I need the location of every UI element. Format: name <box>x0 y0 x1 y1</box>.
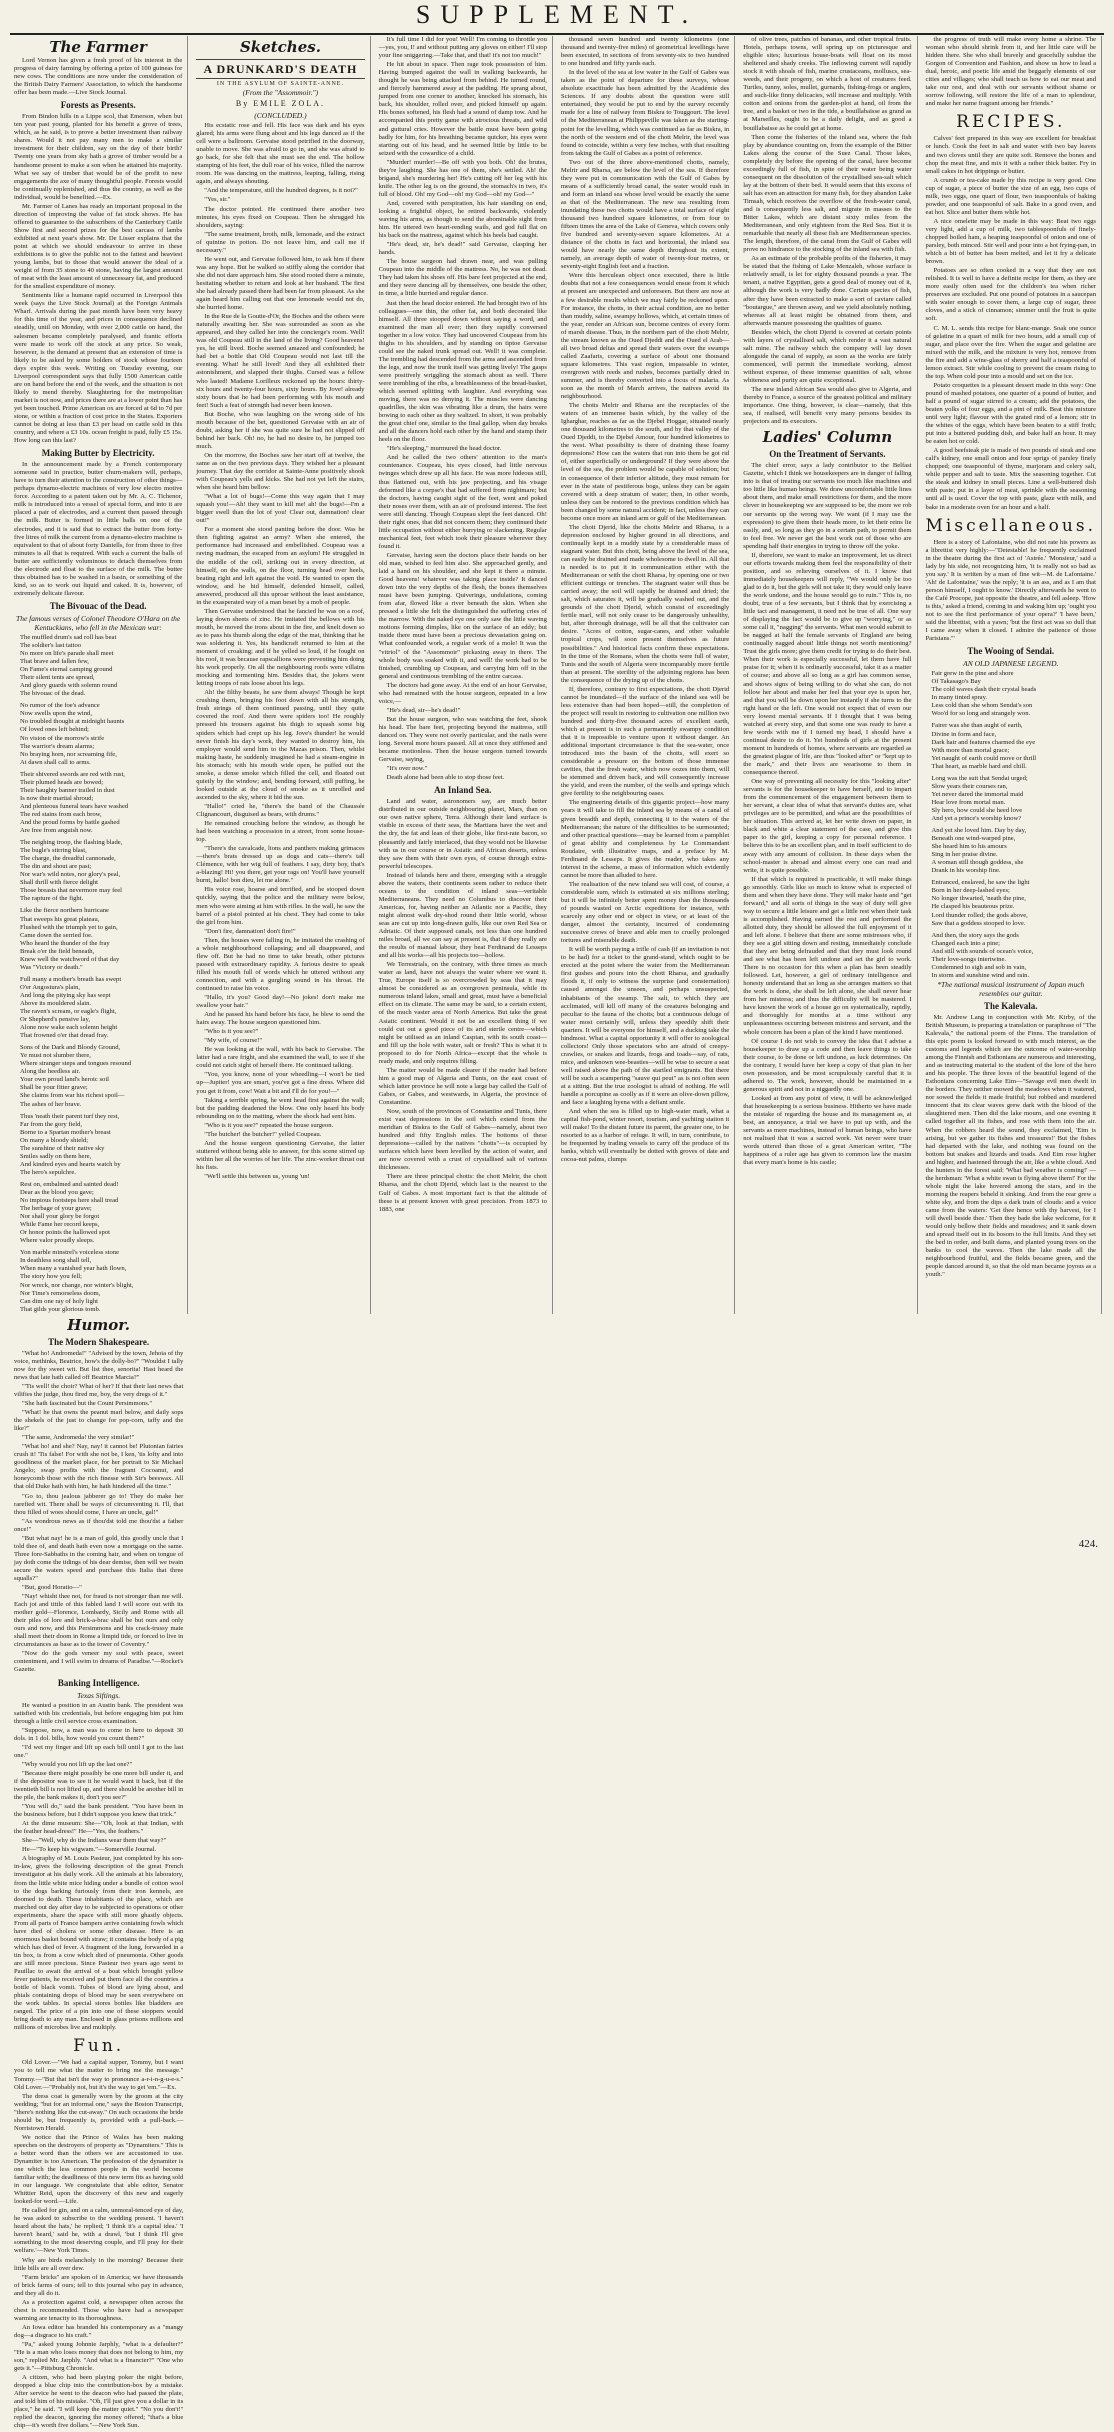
poem-line: On Fame's eternal camping ground <box>20 666 113 674</box>
article-paragraph: His ecstatic rose and fell. His face was dark and his eyes glared; his arms were flung about and his legs danced as if the cell were a ballroom. Gervaise stood petrified in the doorway, unable to move. She was afraid to go in, and she was afraid to go back, for she felt that she must see the end. The hollow stamping of his feet, the dull roar of his voice, filled the narrow room. He was dancing on the mattress, leaping, falling, rising again, and always shouting. <box>196 122 365 186</box>
section-heading: Humor. <box>67 1315 130 1334</box>
poem-line: At dawn shall call to arms. <box>20 758 91 766</box>
poem-line: The sunshine of their native sky <box>20 1144 105 1152</box>
article-paragraph: "You, you know, none of your wheedling—I won't be tied up—Jupiter! you are smart, you've got a fine dress. Where did you get it from, cow! Wait a bit and I'll do for you!—" <box>196 1071 365 1095</box>
article-paragraph: From Bindon hills in a Lippe scol, that Emerson, when but ten year past young, planted for his benefit a grove of trees, which, as he said, is to prove a better investment than railway shares. Would it not pay many men to make a similar investment for their children, say on the day of their birth? Twenty one years from sky hath a grove of timber would be a handsome present to make a son when he attained his majority. What we say of timber that would be of the profit to new engagements the axe of many thoughtful people. Forests would be continually replenished, and thus the country, as well as the individual, would be benefited.—Ex. <box>14 113 183 201</box>
poem-line: And yet she loved him. Day by day, <box>931 827 1027 835</box>
article-paragraph: "Because there might possibly be one more bill under it, and if the depositor was to see it he would want it back, but if the twentieth bill is not lifted up, and there should be another bill in the pile, the bank makes it, don't you see?" <box>14 1769 184 1802</box>
poem-line: Of loved ones left behind; <box>20 726 89 734</box>
poem-line: Above its mouldered slain. <box>20 999 92 1007</box>
article-title: The Bivouac of the Dead. <box>49 600 147 611</box>
poem-line: Break o'er the field beneath, <box>20 947 95 955</box>
poem-line: And plenteous funeral tears have washed <box>20 802 129 810</box>
article-title: On the Treatment of Servants. <box>769 449 886 460</box>
poem-line: Like the fierce northern hurricane <box>20 907 109 915</box>
poem-line: Nor shall your glory be forgot <box>20 1213 100 1221</box>
article-paragraph: "Suppose, now, a man was to come in here to deposit 30 dols. in 1 dol. bills, how would you count them?" <box>14 1726 184 1742</box>
article-paragraph: A citizen, who had been playing poker the night before, dropped a blue chip into the contribution-box by a mistake. After service he went to the deacon who had passed the plate, and told him of his mistake. "Oh, I'll just give you a dollar in its place," he said. "I will keep the matter quiet." "No you don't!" replied the deacon, ignoring the money offered; "that's a blue chip—it's worth five dollars."—New York Sun. <box>14 2374 184 2430</box>
poem-line: Beneath one wind-warped pine, <box>931 835 1016 843</box>
poem-line: Lord thunder rolled; the gods above, <box>931 911 1028 919</box>
article-paragraph: "He's sleeping," murmured the head doctor. <box>386 445 502 453</box>
article-title: Banking Intelligence. <box>57 1677 140 1688</box>
poem-line: Condemned to sigh and sob in vain, <box>931 963 1027 971</box>
article-paragraph: C. M. L. sends this recipe for blanc-mange. Soak one ounce of gelatine in a quart of milk for two hours, add a small cup of sugar, and place over the fire. When the sugar and gelatine are mixed with the milk, and the mixture is very hot, remove from the fire and add a wine-glass of sherry and half a teaspoonful of lemon extract. Stir while cooling to prevent the cream rising to the top. When cold pour into a mould and set on the ice. <box>925 324 1096 380</box>
poem-line: Where stranger steps and tongues resound <box>20 1060 132 1068</box>
poem-line: Divine in form and face, <box>931 730 997 738</box>
article-paragraph: She—"Well, why do the Indians wear them that way?" <box>22 1837 167 1845</box>
article-paragraph: A biography of M. Louis Pasteur, just completed by his son-in-law, gives the following description of the great French investigator at his daily work. All the animals at his laboratory, from the little white mice hiding under a bundle of cotton wool to the dogs barking furiously from their iron kennels, are doomed to death. These inhabitants of the place, which are marched out day after day to be subjected to operations or other experiments, share the space with still more ghastly objects. From all parts of France hampers arrive containing fowls which have died of cholera or some other disease. Here is an enormous basket bound with straw; it contains the body of a pig which has died of fever. A fragment of the lung, forwarded in a tin box, is from a cow which died of pneumonia. Other goods are still more precious. Since Pasteur two years ago went to Pauillac to await the arrival of a boat which brought yellow fever patients, he received and put them face all the countries a bottle of black vomit. Tubes of blood are lying about, and phials containing drops of blood may be seen everywhere on the work tables. In special stores bottles like bladders are ranged. The price of a pin into one of these stoppers would bring death to any man. Enclosed in glass prisons millions and millions of microbes live and multiply. <box>14 1855 184 2032</box>
poem-line: Ye must not slumber there, <box>20 1052 91 1060</box>
poem-line: Sly hero, how could she heed love <box>931 806 1023 814</box>
article-paragraph: "But, good Horatio—" <box>22 1584 82 1592</box>
article-paragraph: Mr. Andrew Lang in conjunction with Mr. Kirby, of the British Museum, is preparing a translation or paraphrase of "The Kalevala," the national poem of the Finns. The translation of this epic poem is looked forward to with much interest, as the customs and legends which are the outcome of water-worship among the Finnish and Esthonians are numerous and interesting, and as instructing material to the student of the lore of the hero and his people. The three loves of the beautiful legend of the Esthonians concerning Lake Eim—"Savage evil men dwelt in the borders. They neither mowed the meadows when it watered, nor sowed the fields it made fruitful; but robbed and murdered innocent that its clear waves grew dark with the blood of the slaughtered men. Then did the lake mourn, and one evening it called together all its fishes, and rose with them into the air. When the robbers heard the sound, they exclaimed, 'Eim is arising, but we gather its fishes and treasures!' But the fishes had departed with the lake, and nothing was found on the bottom but snakes and lizards and toads. And Eim rose higher and higher, and hastened through the air, like a white cloud. And the hunters in the forest said: 'What bad weather is coming!' —the herdsman: 'What a white swan is flying above them!' For the whole night the lake hovered among the stars, and in the morning the reapers beheld it sinking. And from the rear grew a white sky, and from the dips a dark train of clouds: and a voice came from the waters: 'Get thee hence with thy harvest, for I will dwell beside thee.' Then they bade the lake welcome, for it would only bellow their fields and meadows; and it sank down and spread itself out in its bosom to the full limits. And they set the bed in order, and built dams, and planted young trees on the banks to cool the waves. Then the lake made all the neighbourhood fruitful, and the fields became green, and the people danced around it, so that the old man became joyous as a youth." <box>925 1013 1097 1279</box>
poem-line: Dear as the blood you gave; <box>20 1189 94 1196</box>
article-paragraph: "There's the cavalcade, lions and panthers making grimaces—there's brats dressed up as dogs and cats—there's tall Clémence, with her wig full of feathers. I say, dirty boy, that's a-blazing! Hi! you there, get your rags on! You'll have yourself burnt, hallo! bon dieu, let me alone." <box>196 845 365 885</box>
poem-line: The cold waves dash their crystal heads <box>931 686 1037 694</box>
poem-line: Their plumed heads are bowed; <box>20 778 104 786</box>
poem-line: The bivouac of the dead. <box>20 690 86 698</box>
poem-line: Far from the gory field, <box>20 1120 83 1128</box>
section-heading: Miscellaneous. <box>925 515 1096 536</box>
poem-line: While Fame her record keeps, <box>20 1221 100 1229</box>
article-paragraph: If, therefore, we want to make an improvement, let us direct our efforts towards making them feel the responsibility of their position, and so relieving ourselves of it. I know that immediately housekeepers will reply, "We would only be too glad to do it, but the girls will not take it; they would only leave the work undone, and the house would go to ruin." This is, no doubt, true of a few servants, but I think that by exercising a little tact and management, it need not be true of all. One way of displaying the fact would be to give up "worrying," or as some call it, "nagging" the servants. What men would submit to be nagged at half the female servants of England are being continually nagged about! little things not worth mentioning? Trust the girls more; give them credit for trying to do their best. When their work is especially successful, let them have full praise for it; when it is ordinarily successful, take it as a matter of course; and above all so long as a girl has common sense, and shows signs of being willing to do what she can, do not follow her about and make her feel that your eye is upon her, and that you will be down upon her instantly if she turns to the right hand or the left. One would not expect that of even our very lowest menial servants. If I thought that I was being watched at every step, and that some one was ready to have a few words with me if I turned my head, I should have a continual desire to do it. Yet hundreds of girls at the present moment in hundreds of homes, where servants are regarded as the greatest plague of life, are thus "looked after" or "kept up to the mark," and their lives are wearisome to them in consequence thereof. <box>743 551 912 777</box>
article-paragraph: The chott Djerid, like the chotts Melrir and Rharsa, is a depression enclosed by higher ground in all directions, and continually kept in a muddy state by a considerable mass of stagnant water. But this chott, being above the level of the sea, can easily be drained and made wholesome to dwell in. All that is needed is to put it in communication either with the Mediterranean or with the chott Rharsa, by opening one or two efficient cuttings or trenches. The stagnant water will thus be carried away; the soil will rapidly be drained and dried; the salt, which saturates it, will be gradually washed out, and the grounds of the chott Djerid, which consist of exceedingly fertile marl, will not only cease to be dangerously unhealthy, but, after thorough drainage, will be all that the cultivator can desire. "Acres of cotton, sugar-canes, and other valuable tropical crops, will soon present themselves as future possibilities." And historical facts confirm these expectations. In the time of the Romans, when the chotts were full of water, Tunis and the south of Algeria were incomparably more fertile than at present. The sterility of the adjoining regions has been the consequence of the drying up of the chotts. <box>560 523 730 684</box>
poem-line: The muffled drum's sad roll has beat <box>20 633 117 641</box>
article-paragraph: Just then the head doctor entered. He had brought two of his colleagues—one thin, the other fat, and both decorated like himself. All three stooped down without saying a word, and examined the man all over; then they rapidly conversed together in a low voice. They had uncovered Coupeau from his thighs to his shoulders, and by standing on tiptoe Gervaise could see the naked trunk spread out. Well! it was complete. The trembling had descended from the arms and ascended from the legs, and now the trunk itself was getting lively! The gasps were positively wriggling the stomach about as well. There were trembling of the ribs, a breathlessness of the bread-basket, which seemed splitting with laughter. And everything was moving, there was no denying it. The muscles were dancing quadrilles, the skin was vibrating like a drum, the hairs were bowing to each other as they waltzed. In short, it was probably the great chief one, similar to the final gallop, when day breaks and all the dancers hold each other by the hand and stamp their heels on the floor. <box>378 299 547 444</box>
page-number: 424. <box>1078 1538 1098 1550</box>
poem-line: O'er Angostura's plain, <box>20 983 81 991</box>
article-paragraph: "Who is it you see?" <box>204 1028 259 1036</box>
column-6 <box>924 36 1102 1314</box>
poem-line: The raven's scream, or eagle's flight, <box>20 1008 117 1016</box>
article-subtitle: (CONCLUDED.) <box>254 111 307 121</box>
poem-line: Yon marble minstrel's voiceless stone <box>20 1249 120 1257</box>
article-paragraph: For a moment she stood panting before the door. Was he then fighting against an army? When she entered, the performance had increased and embellished. Coupeau was a raving madman, the escaped from an asylum! He struggled in the middle of the cell, striking out in every direction, at himself, on the walls, on the floor, turning head over heels, beating right and left against the void. He wanted to open the window, and he hid himself, defended himself, called, answered, produced all this uproar without the least assistance, in the exasperated way of a man beset by a mob of people. <box>196 526 365 606</box>
masthead: SUPPLEMENT. <box>415 0 699 29</box>
column-5 <box>741 36 917 1314</box>
poem-line: Rest on, embalmed and sainted dead! <box>20 1180 119 1188</box>
story-subtitle: IN THE ASYLUM OF SAINTE-ANNE. <box>216 81 344 87</box>
poem-line: Who heard the thunder of the fray <box>20 939 110 947</box>
article-paragraph: We Terrestrials, on the contrary, with three times as much water as land, have not always the water where we want it. True, Europe itself is so overcrowded by seas that it may almost be considered as an overgrown peninsula, while its numerous inland lakes, small and great, must have a beneficial effect on its climate. The same may be said, to a certain extent, of the much vaster area of North America. But take the great Asiatic continent. Would it not be an excellent thing if we could cut out a good piece of its arid sterile centre—which might be utilised as an inland Caspian, with its south coast—and fill up the hole with water, salt or fresh? This is what it is proposed to do for North Africa—except that the whole is ready made, and only requires filling. <box>378 961 547 1065</box>
poem-line: Or honor points the hallowed spot <box>20 1229 110 1237</box>
article-paragraph: And he passed his hand before his face, he blew to send the hairs away. The house surgeon questioned him. <box>196 1011 365 1027</box>
article-paragraph: "As wondrous news as if thou'dst told me thou'dst a father once!" <box>14 1517 184 1533</box>
article-paragraph: He—"To keep his wigwam."—Somerville Journal. <box>22 1846 157 1854</box>
article-paragraph: Two out of the three above-mentioned chotts, namely, Melrir and Rharsa, are below the level of the sea. If therefore they were put in communication with the Gulf of Gabes by means of a sufficiently broad canal, the water would rush in and form an inland sea whose level would be exactly the same as that of the Mediterranean. The new sea resulting from inundating these two chotts would have a total surface of eight thousand two hundred square kilometres, or from four to fifteen times the area of the Lake of Geneva, which covers only five hundred and seventy-seven square kilometres. At a distance of the chotts in fact and horizontal, the inland sea would have nearly the same depth throughout its extent, namely, an average depth of water of twenty-four metres, or seventy-eight English feet and a fraction. <box>560 158 730 271</box>
poem-line: Came down the serried foe. <box>20 931 93 939</box>
article-title: An Inland Sea. <box>434 785 492 796</box>
poem-line: Flushed with the triumph yet to gain, <box>20 923 118 931</box>
article-paragraph: But the house surgeon, who was watching the feet, shook his head. The bare feet, projecting beyond the mattress, still danced on. They were not overly particular, and the nails were long. Several more hours passed. All at once they stiffened and became motionless. Then the house surgeon turned towards Gervaise, saying, <box>378 715 547 764</box>
poem-line: The charge, the dreadful cannonade, <box>20 855 116 863</box>
article-paragraph: And when the sea is filled up to high-water mark, what a capital fish-pond, winter resort, tourism, and yachting station it will make! To the distant future its parent, the greater one, to be resorted to as a harbor of refuge. It will, in turn, contribute, to be frequented by trading vessels to carry off the produce of its banks, which will eventually be dotted with groves of date and cocoa-nut palms, clumps <box>560 1108 730 1164</box>
poem-line: Thus 'neath their parent turf they rest, <box>20 1112 120 1120</box>
poem-line: No rumor of the foe's advance <box>20 702 100 710</box>
poem-line: Saw that a goddess stooped to love. <box>931 919 1026 927</box>
article-title: Forests as Presents. <box>60 100 136 111</box>
poem-line: Fair grew in the pine and shore <box>931 670 1014 678</box>
poem-line: Are free from anguish now. <box>20 827 93 835</box>
article-paragraph: "The same treatment, broth, milk, lemonade, and the extract of quinine in potion. Do not leave him, and call me if necessary." <box>196 230 365 254</box>
article-paragraph: Lord Vernon has given a fresh proof of his interest in the progress of dairy farming by offering a prize of 100 guineas for new cows. The conditions are now under the consideration of the British Dairy Farmers' Association, to which the handsome offer has been made.—Live Stock Journal. <box>14 57 183 97</box>
poem-line: Is now their martial shroud; <box>20 794 94 802</box>
poem-line: Their silent tents are spread, <box>20 674 95 682</box>
poem-line: The warrior's dream alarms; <box>20 742 95 750</box>
article-paragraph: There are three principal chotts: the chott Melrir, the chott Rharsa, and the chott Djerid, which last is the nearest to the Gulf of Gabes. A most important fact is that the altitude of these is at present known with great precision. From 1873 to 1883, one <box>378 1173 547 1213</box>
article-paragraph: Death alone had been able to stop those feet. <box>386 774 505 782</box>
article-paragraph: His voice rose, hoarse and terrified, and he stooped down quickly, saying that the police and the military were below, men who were aiming at him with rifles. In the wall, he saw the barrel of a pistol pointed at his chest. They had come to take the girl from him. <box>196 886 365 926</box>
poem-line: Was "Victory or death." <box>20 963 83 971</box>
article-paragraph: "He's dead, sir, he's dead!" said Gervaise, clasping her hands. <box>378 241 547 257</box>
poem-line: When many a vanished year hath flown, <box>20 1265 127 1273</box>
poem-line: And yet a prince's worship know? <box>931 814 1022 822</box>
article-paragraph: We notice that the Prince of Wales has been making speeches on the destroyers of property as "Dynamiters." This is a better word than the others we are accustomed to use. Dynamiter is too American. The profession of the dynamiter is one which the less common people in the world become familiar with; the deadliness of this new term fits as having sold in our language. We congratulate that able editor, Senator Whittier Reid, upon the discovery of this new and eagerly looked-for word.—Life. <box>14 2133 184 2206</box>
article-paragraph: "Don't fire, damnation! don't fire!" <box>204 927 296 935</box>
poem-line: The ashes of her brave. <box>20 1100 82 1108</box>
poem-line: That sweeps his great plateau, <box>20 915 100 923</box>
poem-line: Alone now wake each solemn height <box>20 1024 118 1032</box>
poem-line: No vision of the morrow's strife <box>20 734 105 742</box>
article-paragraph: "It's over now." <box>386 765 428 773</box>
poem-line: Full many a mother's breath has swept <box>20 975 122 983</box>
article-subtitle: The famous verses of Colonel Theodore O'Hara on the Kentuckians, who fell in the Mexican war: <box>16 613 181 632</box>
masthead-rule <box>10 33 1104 35</box>
article-paragraph: Now, south of the provinces of Constantine and Tunis, there exist vast depressions in the soil which extend from the meridian of Biskra to the Gulf of Gabes—namely, about two hundred and fifty English miles. The bottoms of these depressions—called by the natives "chotts"—is occupied by surfaces which have been levelled by the action of water, and are now covered with a crust of crystallised salt of various thicknesses. <box>378 1108 547 1172</box>
article-paragraph: In the level of the sea at low water in the Gulf of Gabes was taken as the point of departure for these surveys, whose absolute exactitude has been admitted by the Académie des Sciences. If any doubts about the question were still entertained, they would be put to end by the survey recently made for a line of railway from Biskra to Touggourt. The level of the Mediterranean at Philippeville was taken as the starting-point for the levelling, which was continued as far as Biskra, in the north of the western end of the chott Melrir, the level was found to coincide, within a very few inches, with that resulting from taking the Gulf of Gabes as a point of reference. <box>560 69 730 157</box>
poem <box>14 634 182 1314</box>
article-paragraph: of olive trees, patches of bananas, and other tropical fruits. Hotels, perhaps towns, will spring up on picturesque and eligible sites; luxurious house-boats will float on its most sheltered and shady creeks. The inflowing current will rapidly stock it with shoals of fish, marine crustaceans, molluscs, sea-weeds, and their progeny, on which a host of creatures feed. Turtles, tunny, soles, mullet, gurnards, fishing-frogs or anglers, and such-like finny delicacies, will increase and multiply. With cotton and onions from the garden-plot at hand, oil from the tree, and a basket or two in the tide, a bouillabaisse as grand as at Marseilles, ought to be a daily delight, and as good a bouillabaisse as he could get at home. <box>743 36 912 132</box>
article-paragraph: Old Lover.—"We had a capital supper, Tommy, but I want you to tell me what the matter to bring me the message." Tommy.—"But that isn't the way to pronounce a-r-i-n-g-u-e-s." Old Lover.—"Probably not, but it's the way to get 'em."—Ex. <box>14 2059 184 2091</box>
article-paragraph: Looked at from any point of view, it will be acknowledged that housekeeping is a serious business. Hitherto we have made the mistake of regarding the house and its management as, at best, an annoyance, a trial we have to put up with, and the servants as mere machines, instead of human beings, who have not realised that it was a sacred work. Yet never were truer words uttered than those of a great American writer, "The happiness of a ruler age has given to common law the maxim that every man's home is his castle; <box>743 1094 912 1167</box>
article-paragraph: Then, the houses were falling in, he imitated the crashing of a whole neighbourhood collapsing; and all disappeared, and flew off. But he had no time to take breath, other pictures passed with extraordinary rapidity. A furious desire to speak filled his mouth full of words which he uttered without any connection, and with a gurgling sound in his throat. He continued to raise his voice. <box>196 936 365 992</box>
article-paragraph: Were this herculean object once executed, there is little doubts that not a few consequences would ensue from it which at present are unexpected and unforeseen. But there are now at a few desirable results which we may fairly be reckoned upon. For instance, the chotts, in their actual condition, are no better than muddy, saline, swampy hollows, which, at certain times of the year, render an African sun, become centres of every form of marsh disease. Thus, in the northern part of the chott Melrir, the stream known as the Oued Djeddi and the Oued el Arab—all two broad deltas and spread their waters over the swamps called Zaafaris, covering a surface of about one thousand square kilometres. This vast region, impassable in winter, overgrown with reeds and rushes, becomes partially dried in summer, and is thereby converted into a focus of malaria. As soon as the month of March arrives, the natives avoid its neighbourhood. <box>560 272 730 401</box>
poem-line: In deathless song shall tell, <box>20 1257 92 1265</box>
article-paragraph: At the dime museum: She—"Oh, look at that Indian, with the feather head-dress!" He—"Yes, the feathers." <box>14 1820 184 1836</box>
poem-line: Nor wreck, nor change, nor winter's blight, <box>20 1281 134 1289</box>
newspaper-page <box>12 36 1102 2430</box>
article-paragraph: "I'd wet my finger and lift up each bill until I got to the last one." <box>14 1743 184 1759</box>
article-paragraph: A nice omelette may be made in this way: Beat two eggs very light, add a cup of milk, two tablespoonfuls of finely-chopped boiled ham, a heaping teaspoonful of onion and one of parsley, both minced. Stir well and pour into a hot frying-pan, in which a bit of butter has been melted, and let it fry a delicate brown. <box>925 217 1096 266</box>
article-paragraph: Then Gervaise understood that he fancied he was on a roof, laying down sheets of zinc. He imitated the bellows with his mouth, he moved the irons about in the fire, and knelt down so as to pass his thumb along the edge of the mat, thinking that he was soldering it. Yes, his handicraft returned to him at the moment of croaking; and if he yelled so loud, if he fought on his roof, it was because rapscallions were preventing him doing his work properly. On all the neighbouring roofs were villains mocking and tormenting him. Besides that, the jokers were letting troops of rats loose about his legs. <box>196 607 365 688</box>
article-paragraph: Why are birds melancholy in the morning? Because their little bills are all over dew. <box>14 2256 184 2272</box>
poem-line: Slow years their courses ran, <box>931 782 1008 790</box>
column-4 <box>559 36 735 1314</box>
poem-line: The herbage of your grave; <box>20 1205 92 1213</box>
article-paragraph: And, covered with perspiration, his hair standing on end, looking a frightful object, he retired backwards, violently waving his arms, as though to send the abominable sight from him. He uttered two heart-rending wails, and god full flat on his back on the mattress, against which his heels had caught. <box>378 199 547 240</box>
section-heading: Ladies' Column <box>762 428 893 447</box>
article-paragraph: "Yes, sir." <box>204 196 231 204</box>
section-heading: RECIPES. <box>956 112 1066 133</box>
section-heading: The Farmer <box>49 38 147 56</box>
poem-line: No longer thwarted, 'neath the pine, <box>931 895 1026 903</box>
article-paragraph: And the house surgeon questioning Gervaise, the latter stuttered without being able to answer, for this scene stirred up within her all the worries of her life. The zinc-worker thrust out his fists. <box>196 1139 365 1171</box>
column-2 <box>194 36 370 1314</box>
poem-line: A woman still though goddess, she <box>931 859 1024 867</box>
poem-line: Fairer was she than aught of earth, <box>931 722 1023 730</box>
column-3 <box>377 36 553 1314</box>
article-paragraph: "The same, Andromeda! the very similar!" <box>22 1434 135 1442</box>
article-paragraph: The doctors had gone away. At the end of an hour Gervaise, who had remained with the house surgeon, repeated in a low voice,— <box>378 681 547 705</box>
article-paragraph: It's full time I did for you! Well! I'm coming to throttle you—yes, you, I! and without putting any gloves on either! I'll stop your fine sniggering.—Take that, and that! it's not too much!" <box>378 36 547 60</box>
poem-line: Smiles sadly on them here, <box>20 1152 92 1160</box>
article-paragraph: Then come the fisheries of the inland sea, where the fish play by abundance counting on, from the example of the Bitter Lakes along the course of the Suez Canal. Those lakes, completely dry before the opening of the canal, have become exceedingly full of fish, in spite of their water being water consequent on the dissolution of the crystallised sea-salt which lay at the bottom of their bed. It would seem that this excess of salt has even an attraction for many fish, for they abandon Lake Timsah, which receives the overflow of the fresh-water canal, and is consequently less salt, and migrate in masses to the Bitter Lakes, which are distant sixty miles from the Mediterranean, and only eighteen from the Red Sea. But it is remarkable that nearly all these fish are Mediterranean species. The length, therefore, of the canal from the Gulf of Gabes will prove no hindrance to the stocking of the inland sea with fish. <box>743 133 912 254</box>
article-paragraph: "She hath fascinated but the Count Persimmons." <box>22 1399 153 1407</box>
article-paragraph: Of course I do not wish to convey the idea that I advise a housekeeper to draw up a code and then leave things to take their course, to be done or left undone, as luck determines. On the contrary, I would have her keep a copy of that plan in her own possession, and be most scrupulously careful that it is adhered to. The work, however, should be maintained in a generous spirit and not in a niggardly one. <box>743 1037 912 1093</box>
article-paragraph: "What ho! and she? Nay, nay! it cannot be! Plutonian fairies crush it! 'Tis false! For with she not be, I ken, 'tis lofty and into goodliness of the market place, for her portrait to Sir Michael Angelo; swap profits with the fragrant Cocoanut, and honeycomb those with the rich finesse with Sir's beeswax. All that old Duke hath with him, he hath hindered all the time." <box>14 1443 184 1491</box>
article-paragraph: Ah! the filthy beasts, he saw them always! Though he kept crushing them, bringing his foot down with all his strength, fresh strings of them continued passing, until they quite covered the roof. And there were spiders too! He roughly pressed his trousers against his thigh to squash some big spiders which had crept up his leg. Jove's thunder! he would never finish his day's work, they wanted to destroy him, his employer would send him to the Mazas prison. Then, whilst making haste, he suddenly imagined he had a steam-engine in his stomach; with his mouth wide open, he puffed out the smoke, a dense smoke which filled the cell, and floated out quietly by the window; and, bending forward, still puffing, he looked outside at the cloud of smoke as it unrolled and ascended to the sky, where it hid the sun. <box>196 689 365 801</box>
poem-line: The story how you fell; <box>20 1273 82 1281</box>
article-paragraph: "Go to, thou jealous jabberer go to! They do make her rarefied wit. There shall be ways of circumventing it. I'll, that thou filled of woes should come, I have an uncle, gal!" <box>14 1492 184 1516</box>
article-title: The Wooing of Sendai. <box>967 646 1055 657</box>
poem-line: Your own proud land's heroic soil <box>20 1076 109 1084</box>
poem-line: That heart, as marble hard and chill. <box>931 762 1027 770</box>
poem-line: Those breasts that nevermore may feel <box>20 887 122 895</box>
article-paragraph: As a protection against cold, a newspaper often across the chest is recommended. Those who have had a newspaper warming are tenacity to its thoroughness. <box>14 2298 184 2322</box>
poem-line: Now swells upon the wind, <box>20 710 92 718</box>
article-paragraph: A crumb or tea-cake made by this recipe is very good. One cup of sugar, a piece of butter the size of an egg, two cups of milk, two eggs, one quart of flour, two teaspoonfuls of baking powder, and one teaspoonful of salt. Bake in a good oven, and eat hot. Slice and butter them while hot. <box>925 176 1096 216</box>
article-paragraph: "He's dead, sir—he's dead!" <box>386 706 461 714</box>
story-title: A DRUNKARD'S DEATH <box>196 59 364 79</box>
article-paragraph: One way of preventing all necessity for this "looking after" servants is for the housekeeper to have herself, and to impart from the commencement of the engagement between them to her servant, a clear idea of what that servant's duties are, what privileges are to be permitted, and what are the possibilities of her situation. This arrived at, let her write down on paper, in black and white a clear statement of the case, and give this paper to the girl, keeping a copy for personal reference. I believe this to be an excellent plan, and in itself sufficient to do away with any amount of collision. In these days when the school-master is abroad and almost every one can read and write, it is quite possible. <box>743 778 912 874</box>
poem-line: The red stains from each brow, <box>20 810 102 818</box>
article-paragraph: Here is a story of Lafontaine, who did not rate his powers as a librettist very highly:—"Detestable! he frequently exclaimed in the theatre during the first act of 'Astrée.' 'Monsieur,' said a lady by his side, not recognizing him, 'it is really not so bad as you say.' It is written by a man of fine wit—M. de Lafontaine.' 'Ah! de Lafontaine,' was the reply; 'it is an ass, and as I am that person himself, I ought to know.' Directly afterwards he went to the Café Procope, just opposite the theatre, and fell asleep. 'How is this,' asked a friend, coming in and waking him up; 'ought you not to see the first performance of your opera?' 'I have been,' said the librettist, with a yawn; 'but the first act was so dull that I came away when it closed. I admire the patience of those Parisians.'" <box>925 538 1097 643</box>
article-paragraph: But Boche, who was laughing on the wrong side of his mouth because of the bet, questioned Gervaise with an air of doubt, asking her if she was quite sure he had not slipped off behind her back. Oh! no, he had no desire to, he jumped too much. <box>196 410 365 450</box>
article-subtitle: (From the "Assommoir.") <box>242 88 319 97</box>
article-paragraph: Sentiments like a humane rapid occurred in Liverpool this week (says the Live Stock Journal) at the Foreign Animals Wharf. Arrivals during the past month have been very heavy for this time of the year, and prices in consequence declined steadily, until on Monday, with over 2,000 cattle on hand, the salesmen became completely paralysed, and frantic efforts were made to work off the stock at any price. So weak, however, is the demand at present that an extension of time is likely to be asked by some holders of stock whose fourteen days expire this week. Writing on Tuesday evening, our Liverpool correspondent says that fully 1500 American cattle are on hand before the end of the week, and the situation is not likely to mend thereby. Slaughtering for the metropolitan market is not now, and prices there are at a lower point than has yet been touched. Prime American ox are forced at 6d to 7d per stone, or within a fraction of cost price in the States. Exporters cannot be doing at less than £3 per head on cattle sold in this country, and where a £3 10s. ocean freight is paid, fully £5 15s. How long can this last? <box>14 292 183 445</box>
article-subtitle: Texas Siftings. <box>77 1690 121 1700</box>
poem-line: The hero's sepulchre. <box>20 1168 76 1176</box>
poem-line: And still with sounds of ocean's voice, <box>931 947 1034 955</box>
poem-line: Yet never dared the immortal maid <box>931 790 1024 798</box>
poem-line: Along the heedless air. <box>20 1068 81 1076</box>
article-paragraph: "What a lot of bugs!—Come this way again that I may squash you!—Ah! they want to kill me! ah! the bugs!—I'm a bigger swell than the lot of you! Clear out, damnation! clear out!" <box>196 493 365 525</box>
article-paragraph: He wanted a position in an Austin bank. The president was satisfied with his credentials, but before engaging him put him through a little civil service cross examination. <box>14 1701 184 1725</box>
article-title: The Kalevala. <box>984 1000 1038 1011</box>
article-paragraph: In the announcement made by a French contemporary someone said in practice, butter churn-makers will, perhaps, have to turn their attention to the construction of other things—perhaps dynamo-electric machines of very low electro motive force. According to a patent taken out by Mr. A. C. Tichenor, milk is introduced into a vessel of special form, and into it are placed a pair of electrodes, and a current then passed through the milk. Butter is formed in little balls on one of the electrodes, and it is said that to extract the butter from forty-five litres of milk the current from a dynamo-electro machine is equivalent to that of about forty Daniells, for from three to five minutes is all that is required. With such a current the balls of butter are sufficiently voluminous to detach themselves from the electrode and float to the surface of the milk. The butter thus obtained has to be washed in a basin, or something of the kind, so as to work out liquid and caked. It is, however, of extremely delicate flavour. <box>14 461 183 597</box>
section-heading: Fun. <box>73 2036 125 2057</box>
article-paragraph: "What! he that owns the peanut marl below, and daily sops the shekels of the just to change for pop-corn, taffy and the like?" <box>14 1409 184 1433</box>
column-7 <box>12 1314 188 2432</box>
article-paragraph: Potatoes are so often cooked in a way that they are not relished. It is well to have a definite recipe for them, as they are more easily often used for the children's tea when richer preserves are excluded. Put one pound of potatoes in a saucepan with water enough to cover them, a large cup of sugar, three cloves, and a stick of cinnamon; simmer until the fruit is quite soft. <box>925 267 1096 323</box>
poem-line: That gilds your glorious tomb. <box>20 1305 101 1313</box>
article-paragraph: "We'll settle this between us, young 'un! <box>204 1173 310 1180</box>
article-paragraph: The matter would be made clearer if the reader had before him a good map of Algeria and Tunis, on the east coast of which latter province he will note a large bay called the Gulf of Gabes, or Gabes, and westwards, in Algeria, the province of Constantine. <box>378 1066 547 1106</box>
poem-line: That brave and fallen few, <box>20 658 89 666</box>
article-paragraph: Taking a terrible spring, he went head first against the wall; but the padding deadened the blow. One only heard his body rebounding on to the matting, where the shock had sent him. <box>196 1096 365 1120</box>
poem-line: And glory guards with solemn round <box>20 682 118 690</box>
article-paragraph: "The butcher! the butcher!" yelled Coupeau. <box>204 1130 322 1138</box>
article-paragraph: The house surgeon had drawn near, and was pulling Coupeau into the middle of the mattress. No, he was not dead. They had taken his shoes off. His bare feet projected at the end, and they were dancing all by themselves, one beside the other, in time, a little hurried and regular dance. <box>378 258 547 298</box>
poem-line: Their love-songs intertwine. <box>931 955 1007 963</box>
article-paragraph: Gervaise, having seen the doctors place their hands on her old man, wished to feel him also. She approached gently, and laid a hand on his shoulder, and she kept it there a minute. Good heavens! whatever was taking place inside? It danced down into the very depths of the flesh, the bones themselves must have been jumping. Quiverings, undulations, coming from afar, flowed like a river beneath the skin. When she pressed a little she felt the distinguished the suffering cries of the marrow. With the naked eye one only saw the little waving motions forming dimples, like on the surface of an eddy; but inside there must have been a precious devastation going on. What confounded work, a regular work of a mole! It was the "vitriol" of the "Assommoir" pickaxing away in there. The whole body was soaked with it, and well! the work had to be finished, crumbling up Coupeau, and carrying him off in the general and continuous trembling of the entire carcass. <box>378 551 547 680</box>
poem-line: With more than mortal grace; <box>931 746 1010 754</box>
poem-line: And long the pitying sky has wept <box>20 991 111 999</box>
poem-line: Entranced, enslaved, he saw the light <box>931 879 1030 887</box>
column-1 <box>12 36 188 1314</box>
poem-line: Their shivered swords are red with rust, <box>20 770 125 778</box>
poem-line: No impious footsteps here shall tread <box>20 1197 119 1205</box>
poem-line: The neighing troop, the flashing blade, <box>20 839 123 847</box>
poem-line: She heard him to his amours <box>931 843 1007 851</box>
article-paragraph: "You will do," said the bank president. "You have been in the business before, but I didn't suppose you knew that trick." <box>14 1803 184 1819</box>
article-paragraph: The chief error, says a lady contributor to the Belfast Gazette, which I think we housekeepers are in danger of falling into is that of treating our servants too much like machines and too little like human beings. We draw uncomfortable little lines about them, and make small restrictions for them, and the more clever in housekeeping we are supposed to be, the more we rob our servants up the wrong way. We want (if I may use the expression) to give them their heads more, to let their reins lie easily, and, so long as they go in a certain path, to permit them to feel free. We never get the best work out of those who are spending half their energies in trying to throw off the yoke. <box>743 462 912 550</box>
article-paragraph: In the Rue de la Goutte-d'Or, the Boches and the others were naturally awaiting her. She was surrounded as soon as she appeared, and they called her into the concierge's room. Well! was old Coupeau still in the land of the living? Good heavens! yes, he still lived. Boche seemed amazed and confounded; he had bet a bottle that Old Coupeau would not last till the evening. What! he still lived! And they all exhibited their astonishment, and slapped their thighs. Cursed was a fellow who lasted! Madame Lorilleux reckoned up the hours: thirty-six hours and twenty-four hours, sixty hours. By Jove! already sixty hours that he had been performing with his mouth and feet! Such a feat of strength had never been known. <box>196 313 365 409</box>
article-paragraph: He remained crouching before the window, as though he had been watching a procession in a street, from some house-top. <box>196 820 365 844</box>
article-paragraph: "And the temperature, still the hundred degrees, is it not?" <box>204 187 358 195</box>
article-paragraph: "Hallo, it's you? Good day!—No jokes! don't make me swallow your hair." <box>196 994 365 1010</box>
article-paragraph: "What ho! Andromeda!" "Advised by the town, Jehoia of thy voice, methinks, Beatrice, how's the dolly-bo?" "Wouldst I tally now for thy sweet wit. But list thee, senorita! Hast heard the news that late hath called off Beatrice Marcia?" <box>14 1349 184 1381</box>
poem-line: Changed each into a pine; <box>931 939 1000 947</box>
article-paragraph: He went out, and Gervaise followed him, to ask him if there was any hope. But he walked so stiffly along the corridor that she did not dare approach him. She stood rooted there a minute, hesitating whether to return and look at her husband. The first she had already passed there had been far from pleasant. As she again heard him calling out that one lemonade would not do, she hurried home. <box>196 255 365 312</box>
poem-line: Where valor proudly sleeps. <box>20 1237 95 1245</box>
article-title: The Modern Shakespeare. <box>48 1336 150 1347</box>
article-paragraph: Calves' feet prepared in this way are excellent for breakfast or lunch. Cook the feet in salt and water with two bay leaves and two cloves until they are quite soft. Remove the bones and chop the meat fine, and mix it with a rather thick batter. Fry in small cakes in hot drippings or butter. <box>925 135 1096 175</box>
poem-line: The rapture of the fight. <box>20 895 84 903</box>
poem-line: Long was the suit that Sendai urged; <box>931 774 1028 782</box>
poem-line: Hear love from mortal man. <box>931 798 1006 806</box>
poem-line: No troubled thought at midnight haunts <box>20 718 125 726</box>
article-paragraph: thousand seven hundred and twenty kilometres (one thousand and twenty-five miles) of geometrical levellings have been executed, in sections of from seventy-six to two hundred to one hundred and fifty yards each. <box>560 36 730 68</box>
article-paragraph: The realisation of the new inland sea will cost, of course, a considerable sum, which is estimated at six millions sterling; but it will be infinitely better spent money than the thousands of pounds wasted on Arctic expeditions for instance, with scarcely any other end or object in view, or at least of the danger, almost the certainty, incurred of condemning successive crews of brave and able men to cruelly prolonged tortures and miserable death. <box>560 880 730 945</box>
article-paragraph: "Why would you not lift up the last one?" <box>22 1760 133 1768</box>
poem-line: Or Shepherd's pensive lay, <box>20 1016 90 1024</box>
poem-line: Sing in her praise divine. <box>931 851 998 859</box>
article-paragraph: The chotts Melrir and Rharsa are the receptacles of the waters of an immense basin which, by the valley of the Igharghar, reaches as far as the Djebel Hoggar, situated nearly one thousand kilometres to the south, and by that valley of the Oued Djeddi, to the Djebel Amour, four hundred kilometres to the west. What possibility is there of draining these foamy depressions? How can the waters that run into them be got rid of, either superficially or underground? If they were above the level of the sea, the problem would be capable of solution; but in consequence of their inferior altitude, they must remain for ever in the state of pestiferous bogs, unless they can be again covered with a deep stratum of water; then, in other words, unless they can be restored to the previous condition which has been changed by some natural accident; in fact, unless they can become once more an inland arm or gulf of the Mediterranean. <box>560 402 730 522</box>
poem-line: No more on life's parade shall meet <box>20 650 114 658</box>
article-subtitle: *The national musical instrument of Japan much resembles our guitar. <box>937 979 1085 998</box>
article-paragraph: Land and water, astronomers say, are much better distributed in our outside neighbouring planet, Mars, than on our own native sphere, Terra. Although their land surface is visible in excess of their seas, the Martians have the wet and the dry, the fat and lean of their globe, like first-rate bacon, so pleasantly and fairly interlaced, that they would not be likewise with us in our course or in Asiatic and African deserts, unless they saw them with their own eyes, of course through extra-powerful telescopes. <box>378 798 547 870</box>
poem-line: And kindred eyes and hearts watch by <box>20 1160 121 1168</box>
article-paragraph: Instead of islands here and there, emerging with a struggle above the waters, their continents seem rather to reduce their oceans to the condition of inland seas—veritable Mediterraneans. They need no Columbus to discover their Americas, for, having neither an Atlantic nor a Pacific, they might almost walk dry-shod round their little world, whose seas are cut up into long-drawn gulfs, like our own Red Sea or Adriatic. Of their supposed canals, not less than one hundred miles broad, all we can say at present is, that if they really are the results of manual labour, they beat Ferdinand de Lesseps and all his works—all his projects too—hollow. <box>378 871 547 960</box>
poem-line: And the proud forms by battle gashed <box>20 818 120 826</box>
poem-line: Their haughty banner trailed in dust <box>20 786 115 794</box>
article-paragraph: "But what nay! he is a man of gold, this goodly uncle that I told thee of, and death hath even now a mortgage on the same. Three fore-Sabbaths in the coming hair, and when on tongue of jay doth come the tidings of his dear demise, then will we twain secure the waters speed and purchase this Italia that three squalls?" <box>14 1534 184 1582</box>
poem-line: The soldier's last tattoo <box>20 642 82 649</box>
article-paragraph: He was looking at the wall, with his back to Gervaise. The latter had a rare fright, and she examined the wall, to see if she could not catch sight of herself there. He continued talking. <box>196 1046 365 1070</box>
article-paragraph: He called for gin, and on a calm, unmoral-tenced eye of day, he was asked to subscribe to the wedding present. 'I haven't heard about the hats,' he replied; 'I think it's a capital idea.' 'I haven't heard,' said he, with a drawl, 'but I think I'll give something to the most deserving couple, and I'll pray for their welfare.'—New York Times. <box>14 2207 184 2255</box>
poem-line: Drank in his worship fine. <box>931 867 1001 875</box>
article-paragraph: Besides which, the chott Djerid is covered at certain points with layers of crystallised salt, which render it a vast natural salt mine. The railway which the company will lay down alongside the canal of supply, as soon as the works are fairly commenced, will permit the immediate working, almost without expense, of these immense quantities of salt, whose whiteness and purity are quite exceptional. <box>743 328 912 384</box>
article-paragraph: The dress coat is generally worn by the groom at the city wedding; "but for an informal one," says the Boston Transcript, "there's nothing like the cut-away." On such occasions the bride should be, but frequently is, provided with a pull-back.—Norristown Herald. <box>14 2092 184 2132</box>
article-subtitle: AN OLD JAPANESE LEGEND. <box>963 659 1059 669</box>
article-paragraph: As an estimate of the probable profits of the fisheries, it may be stated that the fishing of Lake Menzaleh, whose surface is relatively small, is let for eighty thousand pounds a year. The tenant, a native Egyptian, gets a good deal of money out of it, although the work is very badly done. Certain species of fish, after they have been extracted to make a sort of caviare called "boutargue," are thrown away, and we yield absolutely nothing, whereas all at least might be obtained from them, and afterwards manure possessing the qualities of guano. <box>743 255 912 327</box>
poem-line: Dark hair and features charmed the eye <box>931 738 1036 746</box>
article-paragraph: "'Tis well! the choir? What of her? If that their last news that vilifies the judge, thou fired me, boy, the very dregs of it." <box>14 1382 184 1398</box>
poem-line: In many tinted spray. <box>931 694 988 702</box>
article-paragraph: On the morrow, the Boches saw her start off at twelve, the same as on the two previous days. They wished her a pleasant journey. That day the corridor at Sainte-Anne positively shook with Coupeau's yells and kicks. She had not yet left the stairs, when she heard him bellow: <box>196 451 365 492</box>
article-paragraph: The new inland African Sea would also give to Algeria, and thereby to France, a source of the greatest political and military importance. One thing, however, is clear—namely, that this sea, if realised, will benefit very many persons besides its projectors and its executors. <box>743 386 912 426</box>
article-paragraph: "Murder! murder!—Be off with you both. Oh! the brutes, they're laughing. She has one of them, she's settled. Ah! the brigand, she's murdering her! He's cutting off her leg with his knife. The other leg is on the ground, the stomach's in two, it's full of blood. Oh! my God—oh! my God—oh! my God—" <box>378 158 547 198</box>
poem-line: He clasped his beauteous prize. <box>931 903 1015 911</box>
article-paragraph: If that which is required is practicable, it will make things go smoothly. Girls like so much to know what is expected of them and when they have done. They will make haste and "get forward," and all sorts of things in the way of duty will give way to secure a little leisure and get a little rest when their task is accomplished. Having earned the rest and performed the allotted duty, they should be allowed the full enjoyment of it and left alone. I believe that there are some mistresses who, if they see a girl sitting down and resting, immediately conclude that they are being defrauded and that they must look round and see what has been left undone and set the girl to work. There is no occasion for this when a plan has been steadily followed. Let, however, a girl of ordinary intelligence and honesty understand that so long as she arranges matters so that the work is done, she shall be left alone, she shall never hear from her mistress; and thus the difficulty will be mastered. I have known the work of a house go on systematically, rapidly, and thoroughly for months at a time without any unpleasantness occurring between mistress and servant, and the whole concern has been a plan of the kind I have mentioned. <box>743 875 912 1036</box>
poem-line: Born in her deep-lashed eyes; <box>931 887 1010 895</box>
article-title: Making Butter by Electricity. <box>41 448 155 459</box>
poem-line: Woo'd for so long and strangely won. <box>931 710 1031 718</box>
article-paragraph: "My wife, of course!" <box>204 1037 263 1045</box>
article-paragraph: A good beefsteak pie is made of two pounds of steak and one calf's kidney, one small onion and four sprigs of parsley finely chopped; one teaspoonful of thyme, marjoram and celery salt, while pepper and salt to taste. Mix the seasoning together. Cut the steak and kidney in small pieces. Line a well-buttered dish with paste; put in a layer of meat, sprinkle with the seasoning until all is used. Cover the top with paste, glaze with milk, and bake in a moderate oven for an hour and a half. <box>925 447 1096 511</box>
poem-line: Sons of the Dark and Bloody Ground, <box>20 1044 121 1052</box>
poem-line: Nor war's wild notes, nor glory's peal, <box>20 871 121 879</box>
poem-line: The bugle's stirring blast, <box>20 847 87 855</box>
poem-line: Knew well the watchword of that day <box>20 955 120 963</box>
poem-line: In storm and sunshine wind and rain. <box>931 971 1030 979</box>
poem-line: No braying horn, nor screaming fife, <box>20 750 117 758</box>
article-paragraph: "Pa," asked young Johnnie Jarphly, "what is a defaulter?" "He is a man who loses money that does not belong to him, my son," replied Mr. Jarphly. "And what is a financier?" "One who gets it."—Pittsburg Chronicle. <box>14 2341 184 2373</box>
article-paragraph: An Iowa editor has branded his contemporary as a "mangy dog—a disgrace to his craft." <box>14 2323 184 2339</box>
poem-line: The din and shout are past; <box>20 863 92 871</box>
article-paragraph: "Nay! whisht thee not, for fraud is not stronger than me will. Each jot and tittle of this fabled land I will score out with its mother gold—Florence, Lombardy, Sicily and Rome with all their piles of lore and brick-a-brac shall be but ours and only ours and now, and this Persimmons and his crack-trussy mate shall meet their doom in Rome a limpid tide, or forced to live in circumstances as base as to the tower of Coventry." <box>14 1593 184 1649</box>
article-paragraph: "Who is it you see?" repeated the house surgeon. <box>204 1121 334 1129</box>
poem-line: Yet naught of earth could move or thrill <box>931 754 1037 762</box>
article-paragraph: Potato croquettes is a pleasant dessert made in this way: One pound of mashed potatoes, one quarter of a pound of butter, and half a pound of sugar stirred to a cream; add the potatoes, the beaten yolks of four eggs, and a pint of milk. Beat this mixture until very light; flavour with the grated rind of a lemon; stir in the whites of the eggs, which have been beaten to a stiff froth; put into a buttered pudding dish, and bake half an hour. It may be eaten hot or cold. <box>925 381 1096 446</box>
poem-line: And then, the story says the gods <box>931 931 1019 939</box>
section-heading: Sketches. <box>239 38 321 56</box>
poem-line: On many a bloody shield; <box>20 1136 89 1144</box>
poem-line: Less cold than she whom Sendai's son <box>931 702 1033 710</box>
article-paragraph: "Hallo!" cried he, "there's the band of the Chaussée Clignancourt, disguised as bears, with drums." <box>196 802 365 818</box>
article-paragraph: the progress of truth will make every home a shrine. The woman who should shrink from it, and her little care will be hidden there. She who shall bravely and gracefully subdue the Gorgon of Convention and Fashion, and show us how to lead a dual, heroic, and poetic life amid the beggarly elements of our cities and villages; who shall teach us how to eat our meat and take our rest, and deal with our servants without shame or sorrow following, will restore the life of a man to splendour, and make her name fragrant among her friends." <box>925 36 1096 108</box>
poem-line: Of Takasago's Bay <box>931 678 981 686</box>
poem-line: That frowned o'er that dread fray. <box>20 1032 109 1040</box>
article-paragraph: He hit about in space. Then rage took possession of him. Having bumped against the wall in walking backwards, he thought he was being attacked from behind. He turned round, and fiercely hammered away at the padding. He sprang about, jumped from one corner to another, knocked his stomach, his back, his shoulder, rolled over, and picked himself up again. His bones softened, his flesh had a sound of damp tow. And he accompanied this pretty game with atrocious threats, and wild and guttural cries. However the battle must have been going badly for him, for his breathing became quicker, his eyes were starting out of his head, and he seemed little by little to be seized with the cowardice of a child. <box>378 61 547 157</box>
poem-line: Shall be your fitter grave; <box>20 1084 88 1092</box>
article-paragraph: "Now do the gods veneer my soul with peace, sweet contentment, and I will swim to dreams of Paradise."—Rocket's Gazette. <box>14 1650 184 1674</box>
poem <box>926 670 1096 980</box>
article-paragraph: The engineering details of this gigantic project—how many years it will take to fill the inland sea by means of a canal of given breadth and depth, connecting it to the waters of the Mediterranean; the nature of the difficulties to be surmounted; and other practical questions—may be learned from a pamphlet of great ability and completeness by Le Commandant Roudaire, with illustrative maps, and a preface by M. Ferdinand de Lesseps. It gives the reader, who takes any interest in the scheme, a mass of information which evidently cannot be more than alluded to here. <box>560 799 730 879</box>
article-paragraph: If, therefore, contrary to first expectations, the chott Djerid cannot be inundated—if the surface of the inland sea will be less extensive than had been hoped—still, the completion of the project will result in restoring to cultivation one million two hundred and thirty-five thousand acres of excellent earth, which at present is in such a permanently swampy condition that it is impossible to venture upon it without danger. An additional important circumstance is that the sea-water, once introduced into the basin of the chotts, will exert so considerable a pressure on the bottom of those immense cavities, that the fresh water, which now oozes into them, will be stemmed and driven back, and will consequently increase the yield, and even the number, of the wells and springs which give fertility to the neighbouring oases. <box>560 685 730 798</box>
poem-line: Borne to a Spartan mother's breast <box>20 1128 111 1136</box>
poem-line: Shall thrill with fierce delight <box>20 879 99 887</box>
poem-line: She claims from war his richest spoil— <box>20 1092 125 1100</box>
byline: By EMILE ZOLA. <box>235 99 325 108</box>
article-paragraph: The doctor pointed. He continued there another two minutes, his eyes fixed on Coupeau. Then he shrugged his shoulders, saying: <box>196 205 365 229</box>
article-paragraph: It will be worth paying a trifle of cash (if an invitation is not to be had) for a ticket to the grand-stand, which ought to be erected at the point where the water from the Mediterranean first gushes and pours into the chott Rharsa, and gradually floods it, if only to witness the surprise (and consternation) caused amongst the unseen, and perhaps unsuspected, inhabitants of the swamp. The salt, to which they are acclimated, will kill off many of the creatures belonging and peculiar to the fauna of the chotts; but a continuous deluge of water most certainly will, unless they speedily shift their quarters. It will be everyone for himself, and a ducking take the hindmost. What a capital opportunity it will offer to zoological collectors! Only those spectators who are afraid of creepy-crawlies, or snakes and lizards, frogs and toads—say, of rats, mice, and unknown wee-beasties—will be wise to secure a seat well raised above the path of the startled emigrants. But there will be such a scampering "sauve qui peut" as is not often seen at a sitting. But the true zoologist is afraid of nothing. He will handle a porcupine as coolly as if it were an olive-down pillow, and face a laughing hyena with a defiant smile. <box>560 946 730 1107</box>
article-paragraph: "Farm bricks" are spoken of in America; we have thousands of brick farms of ours; tell to this journal who pay in advance, and they all do it. <box>14 2273 184 2297</box>
poem-line: Can dim one ray of holy light <box>20 1297 99 1305</box>
poem-line: Nor Time's remorseless doom, <box>20 1289 101 1297</box>
article-paragraph: Mr. Farmer of Lanes has ready an important proposal in the direction of improving the value of fat stock shows. He has offered to guarantee to the subscribers of the Canterbury Cattle Show first and second prizes for the best carcass of lambs exhibited at next year's show. Mr. De Lisser explains that the point at which we should endeavour to arrive in these exhibitions is to give the public not to the fattest and heaviest young lambs, but to those that would answer the ideal of a weight of from 35 stone to 40 stone, having the largest amount of meat with the least amount of unnecessary fat, and produced for the smallest expenditure of money. <box>14 202 183 291</box>
article-paragraph: And he called the two others' attention to the man's countenance. Coupeau, his eyes closed, had little nervous twinges which drew up all his face. He was more hideous still, thus flattened out, with his jaw projecting, and his visage deformed like a corpse's that had suffered from nightmare; but the doctors, having caught sight of the feet, went and poked their noses over them, with an air of profound interest. The feet were still dancing. Though Coupeau slept the feet danced. Oh! their right ones, that did not concern them; they continued their little occupation without either hurrying or slackening. Regular mechanical feet, feet which took their pleasure wherever they found it. <box>378 454 547 550</box>
